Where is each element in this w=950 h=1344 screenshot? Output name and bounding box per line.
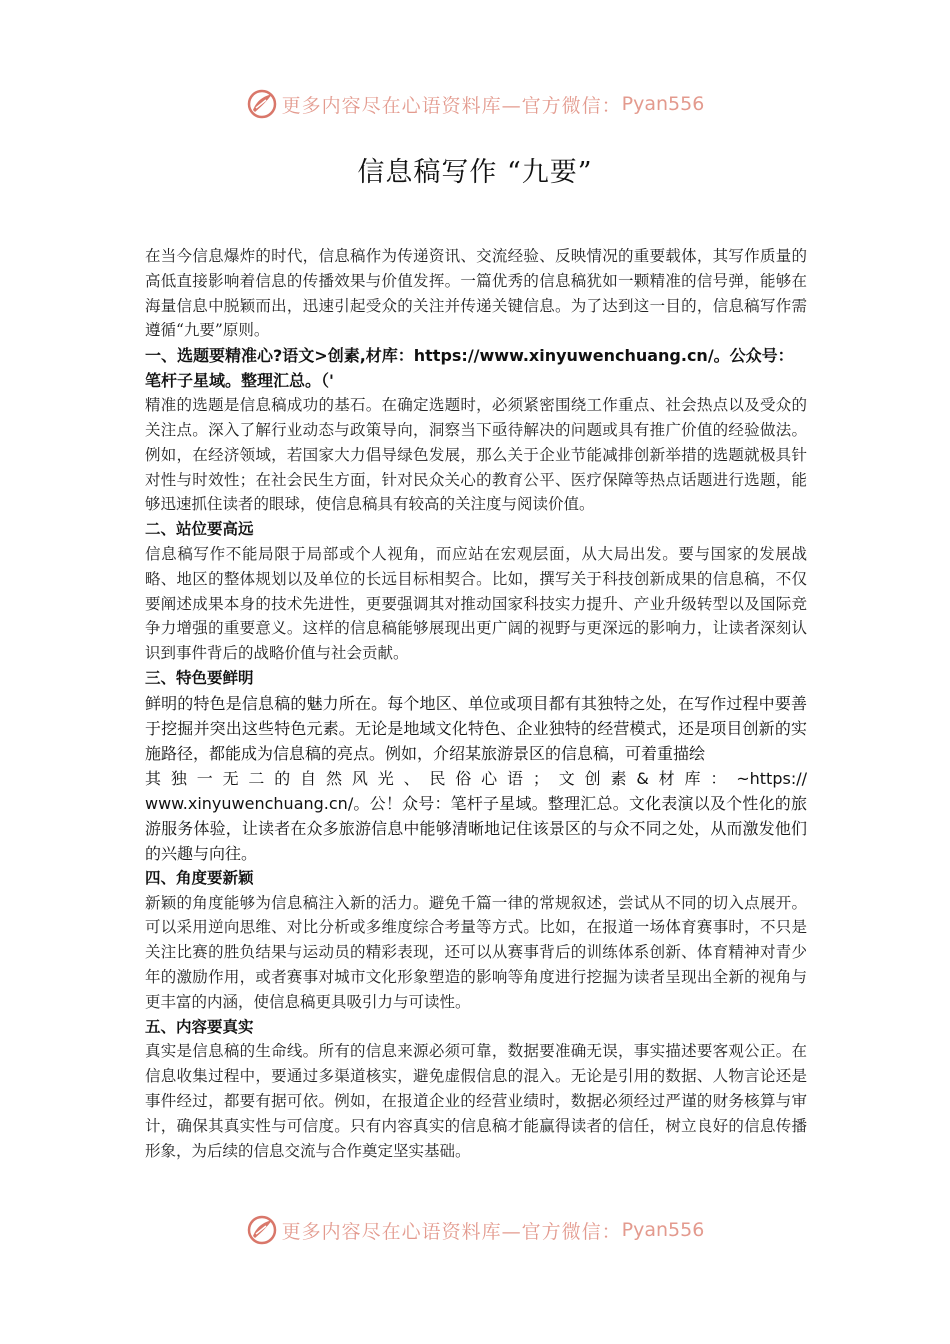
brand-logo-icon: [246, 1214, 278, 1246]
banner-wechat-id: Pyan556: [621, 1219, 705, 1241]
intro-paragraph: 在当今信息爆炸的时代，信息稿作为传递资讯、交流经验、反映情况的重要载体，其写作质量的高低直接影响着信息的传播效果与价值发挥。一篇优秀的信息稿犹如一颗精准的信号弹，能够在海量信息中脱颖而出，迅速引起受众的关注并传递关键信息。为了达到这一目的，信息稿写作需遵循“九要”原则。: [145, 247, 807, 340]
section-2-body: 信息稿写作不能局限于局部或个人视角，而应站在宏观层面，从大局出发。要与国家的发展战略、地区的整体规划以及单位的长远目标相契合。比如，撰写关于科技创新成果的信息稿，不仅要阐述成果本身的技术先进性，更要强调其对推动国家科技实力提升、产业升级转型以及国际竞争力增强的重要意义。这样的信息稿能够展现出更广阔的视野与更深远的影响力，让读者深刻认识到事件背后的战略价值与社会贡献。: [145, 544, 807, 663]
section-3-heading: 三、特色要鲜明: [145, 668, 254, 687]
section-3-body-part2: www.xinyuwenchuang.cn/。公！众号：笔杆子星域。整理汇总。文化表演以及个性化的旅游服务体验，让读者在众多旅游信息中能够清晰地记住该景区的与众不同之处，从而激发他们的兴趣与向往。: [145, 793, 807, 863]
section-1-body: 精准的选题是信息稿成功的基石。在确定选题时，必须紧密围绕工作重点、社会热点以及受众的关注点。深入了解行业动态与政策导向，洞察当下亟待解决的问题或具有推广价值的经验做法。例如，在经济领域，若国家大力倡导绿色发展，那么关于企业节能减排创新举措的选题就极具针对性与时效性；在社会民生方面，针对民众关心的教育公平、医疗保障等热点话题进行选题，能够迅速抓住读者的眼球，使信息稿具有较高的关注度与阅读价值。: [145, 396, 807, 514]
document-body: [145, 244, 807, 1163]
banner-text: 更多内容尽在心语资料库—官方微信：: [281, 94, 622, 117]
footer-watermark-banner: [0, 1210, 950, 1250]
section-2-heading: 二、站位要高远: [145, 520, 254, 539]
section-4-body: 新颖的角度能够为信息稿注入新的活力。避免千篇一律的常规叙述，尝试从不同的切入点展开。可以采用逆向思维、对比分析或多维度综合考量等方式。比如，在报道一场体育赛事时，不只是关注比赛的胜负结果与运动员的精彩表现，还可以从赛事背后的训练体系创新、体育精神对青少年的激励作用，或者赛事对城市文化形象塑造的影响等角度进行挖掘为读者呈现出全新的视角与更丰富的内涵，使信息稿更具吸引力与可读性。: [145, 893, 807, 1011]
section-5-heading: 五、内容要真实: [145, 1017, 254, 1036]
section-5-body: 真实是信息稿的生命线。所有的信息来源必须可靠，数据要准确无误，事实描述要客观公正。在信息收集过程中，要通过多渠道核实，避免虚假信息的混入。无论是引用的数据、人物言论还是事件经过，都要有据可依。例如，在报道企业的经营业绩时，数据必须经过严谨的财务核算与审计，确保其真实性与可信度。只有内容真实的信息稿才能赢得读者的信任，树立良好的信息传播形象，为后续的信息交流与合作奠定坚实基础。: [145, 1042, 807, 1160]
document-title: 信息稿写作 “九要”: [357, 157, 593, 188]
section-1-heading: 一、选题要精准心?语文>创素,材库：https://www.xinyuwenchuang.cn/。公众号：笔杆子星域。整理汇总。（': [145, 346, 794, 391]
banner-text: 更多内容尽在心语资料库—官方微信：: [281, 1220, 622, 1243]
section-4-heading: 四、角度要新颖: [145, 868, 254, 887]
banner-wechat-id: Pyan556: [621, 93, 705, 115]
section-3-body-spread-line: 其独一无二的自然风光、民俗心语；文创素&材库：~https://: [145, 768, 807, 788]
brand-logo-icon: [246, 88, 278, 120]
header-watermark-banner: [0, 84, 950, 124]
section-3-body-part1: 鲜明的特色是信息稿的魅力所在。每个地区、单位或项目都有其独特之处，在写作过程中要善于挖掘并突出这些特色元素。无论是地域文化特色、企业独特的经营模式，还是项目创新的实施路径，都能成为信息稿的亮点。例如，介绍某旅游景区的信息稿，可着重描绘: [145, 693, 807, 763]
